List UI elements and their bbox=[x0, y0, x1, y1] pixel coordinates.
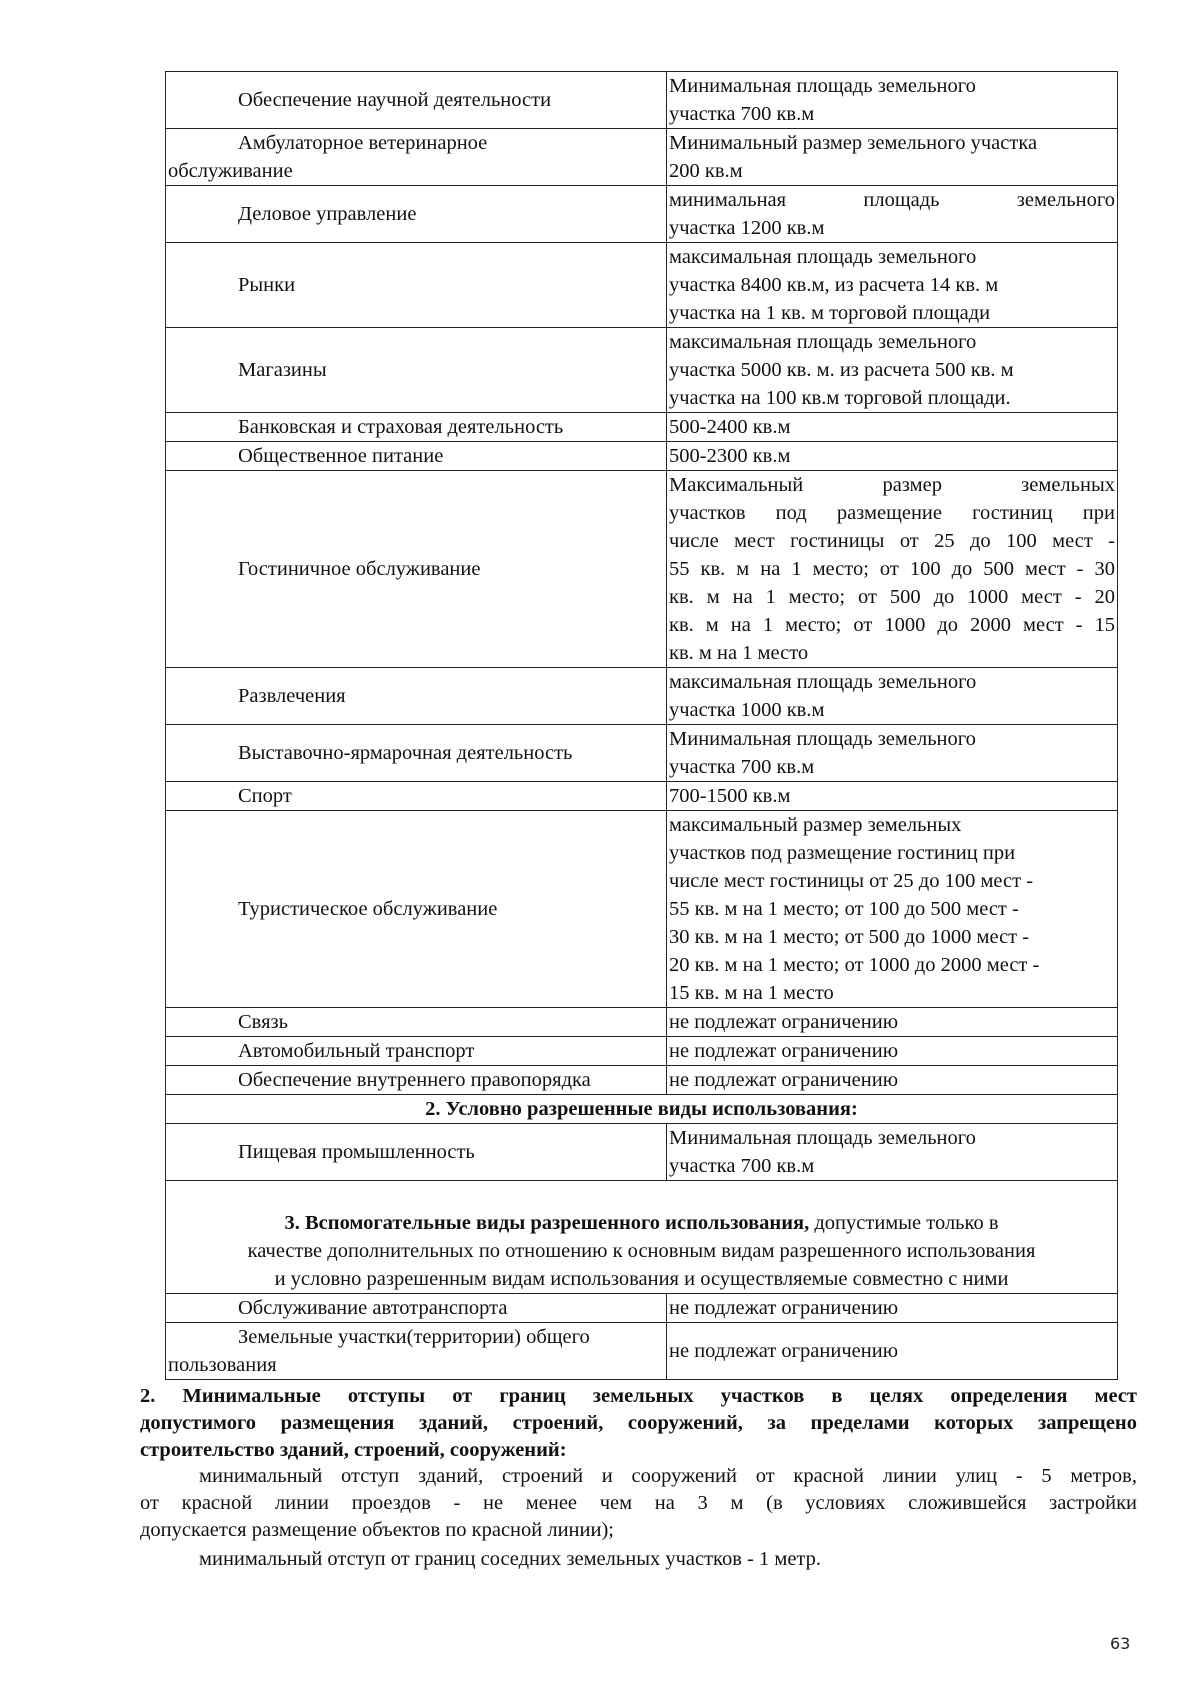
parameter-cell bbox=[667, 243, 1118, 328]
parameter-line: Минимальная площадь земельного bbox=[669, 728, 976, 750]
parameter-line: участка 700 кв.м bbox=[669, 103, 815, 125]
use-type-label: Общественное питание bbox=[238, 445, 444, 467]
use-type-cell bbox=[166, 442, 667, 471]
section-row bbox=[166, 1095, 1118, 1124]
use-type-label: Пищевая промышленность bbox=[238, 1141, 475, 1163]
section-heading bbox=[140, 1383, 1137, 1464]
parameter-line: участка 1000 кв.м bbox=[669, 699, 825, 721]
table-row bbox=[166, 1037, 1118, 1066]
use-type-cell bbox=[166, 413, 667, 442]
use-type-cell bbox=[166, 243, 667, 328]
use-type-cell bbox=[166, 1124, 667, 1181]
table-row bbox=[166, 129, 1118, 186]
use-type-label: Обслуживание автотранспорта bbox=[238, 1297, 508, 1319]
section-3-line: качестве дополнительных по отношению к основным видам разрешенного использования bbox=[247, 1240, 1036, 1262]
section-2-title: 2. Условно разрешенные виды использования: bbox=[166, 1095, 1118, 1124]
parameter-cell bbox=[667, 328, 1118, 413]
section-3-title bbox=[166, 1181, 1118, 1294]
parameter-line: участка 1200 кв.м bbox=[669, 217, 825, 239]
section-3-bold: 3. Вспомогательные виды разрешенного использования, bbox=[284, 1212, 810, 1234]
parameter-line: кв. м на 1 место; от 1000 до 2000 мест - 15 bbox=[669, 614, 1115, 636]
use-type-cell bbox=[166, 1323, 667, 1380]
use-type-label: Рынки bbox=[238, 274, 296, 296]
use-type-label: Гостиничное обслуживание bbox=[238, 558, 481, 580]
paragraph-line: минимальный отступ зданий, строений и сооружений от красной линии улиц - 5 метров, bbox=[199, 1465, 1137, 1487]
parameter-line: не подлежат ограничению bbox=[669, 1069, 899, 1091]
use-type-label: Обеспечение внутреннего правопорядка bbox=[238, 1069, 591, 1091]
parameter-line: Минимальный размер земельного участка bbox=[669, 132, 1038, 154]
parameter-line: максимальная площадь земельного bbox=[669, 671, 977, 693]
parameter-line: не подлежат ограничению bbox=[669, 1297, 899, 1319]
parameter-cell bbox=[667, 1124, 1118, 1181]
parameter-cell bbox=[667, 782, 1118, 811]
parameter-cell bbox=[667, 1323, 1118, 1380]
parameter-line: 55 кв. м на 1 место; от 100 до 500 мест - 30 bbox=[669, 558, 1115, 580]
parameter-line: участка 700 кв.м bbox=[669, 756, 815, 778]
section-3-rest: допустимые только в bbox=[809, 1212, 999, 1234]
parameter-line: 700-1500 кв.м bbox=[669, 785, 791, 807]
parameter-cell bbox=[667, 186, 1118, 243]
table-row bbox=[166, 782, 1118, 811]
parameter-line: максимальная площадь земельного bbox=[669, 331, 977, 353]
parameter-line: 30 кв. м на 1 место; от 500 до 1000 мест - bbox=[669, 926, 1030, 948]
use-type-cell bbox=[166, 1294, 667, 1323]
use-type-label: Магазины bbox=[238, 359, 327, 381]
parameter-line: не подлежат ограничению bbox=[669, 1340, 899, 1362]
use-type-cell bbox=[166, 782, 667, 811]
parameter-line: максимальная площадь земельного bbox=[669, 246, 977, 268]
heading-line: строительство зданий, строений, сооружений: bbox=[140, 1439, 567, 1461]
table-row bbox=[166, 1008, 1118, 1037]
use-type-cell bbox=[166, 668, 667, 725]
use-type-label: Автомобильный транспорт bbox=[238, 1040, 475, 1062]
use-type-line: Амбулаторное ветеринарное bbox=[238, 132, 488, 154]
paragraph-setback-neighbors: минимальный отступ от границ соседних земельных участков - 1 метр. bbox=[199, 1548, 822, 1570]
parameter-cell bbox=[667, 668, 1118, 725]
section-3-line bbox=[168, 1209, 1115, 1237]
parameter-cell bbox=[667, 1008, 1118, 1037]
parameter-cell bbox=[667, 442, 1118, 471]
parameter-line: не подлежат ограничению bbox=[669, 1040, 899, 1062]
parameter-cell bbox=[667, 1037, 1118, 1066]
use-type-label: Выставочно-ярмарочная деятельность bbox=[238, 742, 573, 764]
parameter-line: минимальная площадь земельного bbox=[669, 189, 1115, 211]
parameter-cell bbox=[667, 129, 1118, 186]
table-row bbox=[166, 1066, 1118, 1095]
use-type-line: обслуживание bbox=[168, 160, 293, 182]
use-type-label: Спорт bbox=[238, 785, 292, 807]
table-row bbox=[166, 1124, 1118, 1181]
table-row bbox=[166, 442, 1118, 471]
use-type-cell bbox=[166, 72, 667, 129]
parameter-cell bbox=[667, 811, 1118, 1008]
parameter-line: Минимальная площадь земельного bbox=[669, 75, 976, 97]
use-type-cell bbox=[166, 186, 667, 243]
parameter-line: 15 кв. м на 1 место bbox=[669, 982, 834, 1004]
parameter-line: кв. м на 1 место bbox=[669, 642, 809, 664]
use-type-label: Обеспечение научной деятельности bbox=[238, 89, 552, 111]
section-row bbox=[166, 1181, 1118, 1294]
use-type-label: Туристическое обслуживание bbox=[238, 898, 498, 920]
parameter-line: числе мест гостиницы от 25 до 100 мест - bbox=[669, 530, 1115, 552]
parameter-line: участка 700 кв.м bbox=[669, 1155, 815, 1177]
parameter-cell bbox=[667, 1294, 1118, 1323]
parameter-cell bbox=[667, 1066, 1118, 1095]
use-type-label: Связь bbox=[238, 1011, 288, 1033]
page-number: 63 bbox=[1110, 1634, 1131, 1653]
section-3-line: и условно разрешенным видам использования и осуществляемые совместно с ними bbox=[274, 1268, 1009, 1290]
parameter-line: 55 кв. м на 1 место; от 100 до 500 мест - bbox=[669, 898, 1019, 920]
parameter-line: участков под размещение гостиниц при bbox=[669, 502, 1115, 524]
table-row bbox=[166, 328, 1118, 413]
parameter-cell bbox=[667, 413, 1118, 442]
parameter-line: Минимальная площадь земельного bbox=[669, 1127, 976, 1149]
parameter-line: участков под размещение гостиниц при bbox=[669, 842, 1016, 864]
land-use-table bbox=[165, 71, 1118, 1380]
heading-line: 2. Минимальные отступы от границ земельных участков в целях определения мест bbox=[140, 1385, 1137, 1407]
use-type-cell bbox=[166, 1008, 667, 1037]
parameter-line: 500-2400 кв.м bbox=[669, 416, 791, 438]
parameter-line: не подлежат ограничению bbox=[669, 1011, 899, 1033]
use-type-line: пользования bbox=[168, 1354, 277, 1376]
table-row bbox=[166, 471, 1118, 668]
use-type-cell bbox=[166, 811, 667, 1008]
paragraph-setback-streets bbox=[140, 1463, 1137, 1544]
parameter-line: числе мест гостиницы от 25 до 100 мест - bbox=[669, 870, 1034, 892]
parameter-line: Максимальный размер земельных bbox=[669, 474, 1115, 496]
table-row bbox=[166, 1294, 1118, 1323]
heading-line: допустимого размещения зданий, строений, сооружений, за пределами которых запрещено bbox=[140, 1412, 1137, 1434]
parameter-cell bbox=[667, 72, 1118, 129]
table-row bbox=[166, 668, 1118, 725]
parameter-line: участка 8400 кв.м, из расчета 14 кв. м bbox=[669, 274, 999, 296]
table-row bbox=[166, 72, 1118, 129]
use-type-cell bbox=[166, 471, 667, 668]
use-type-label: Деловое управление bbox=[238, 203, 417, 225]
use-type-cell bbox=[166, 328, 667, 413]
table-row bbox=[166, 243, 1118, 328]
parameter-line: участка 5000 кв. м. из расчета 500 кв. м bbox=[669, 359, 1014, 381]
use-type-cell bbox=[166, 1037, 667, 1066]
parameter-cell bbox=[667, 471, 1118, 668]
parameter-line: участка на 1 кв. м торговой площади bbox=[669, 302, 991, 324]
use-type-cell bbox=[166, 1066, 667, 1095]
paragraph-line: от красной линии проездов - не менее чем на 3 м (в условиях сложившейся застройки bbox=[140, 1492, 1137, 1514]
use-type-label: Банковская и страховая деятельность bbox=[238, 416, 564, 438]
parameter-line: кв. м на 1 место; от 500 до 1000 мест - 20 bbox=[669, 586, 1115, 608]
table-row bbox=[166, 413, 1118, 442]
use-type-label: Развлечения bbox=[238, 685, 346, 707]
parameter-line: 200 кв.м bbox=[669, 160, 743, 182]
use-type-cell bbox=[166, 129, 667, 186]
table-row bbox=[166, 1323, 1118, 1380]
parameter-line: 500-2300 кв.м bbox=[669, 445, 791, 467]
table-row bbox=[166, 186, 1118, 243]
use-type-cell bbox=[166, 725, 667, 782]
table-row bbox=[166, 725, 1118, 782]
table-row bbox=[166, 811, 1118, 1008]
parameter-line: 20 кв. м на 1 место; от 1000 до 2000 мест - bbox=[669, 954, 1040, 976]
parameter-line: участка на 100 кв.м торговой площади. bbox=[669, 387, 1011, 409]
parameter-cell bbox=[667, 725, 1118, 782]
use-type-line: Земельные участки(территории) общего bbox=[238, 1326, 590, 1348]
paragraph-line: допускается размещение объектов по красной линии); bbox=[140, 1519, 614, 1541]
parameter-line: максимальный размер земельных bbox=[669, 814, 962, 836]
